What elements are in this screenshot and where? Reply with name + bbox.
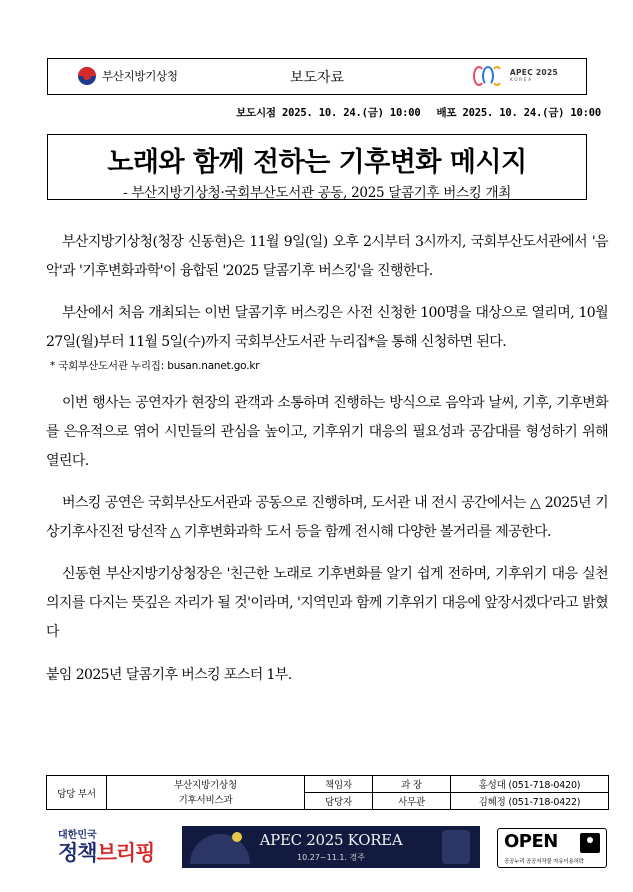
body-content xyxy=(46,228,608,690)
policy-briefing-small: 대한민국 xyxy=(58,830,97,841)
apec-logo xyxy=(473,65,558,87)
sub-title: - 부산지방기상청·국회부산도서관 공동, 2025 달콤기후 버스킹 개최 xyxy=(123,185,511,201)
open-license-text: OPEN xyxy=(504,831,558,852)
policy-briefing-text-2: 브리핑 xyxy=(96,841,155,865)
policy-briefing-logo xyxy=(58,826,154,865)
apec-logo-subtext: KOREA xyxy=(509,77,533,83)
paragraph-2: 부산에서 처음 개최되는 이번 달콤기후 버스킹은 사전 신청한 100명을 대상으로 열리며, 10월 27일(월)부터 11월 5일(수)까지 국회부산도서관 누리집*을 통해 신청하면 된다. xyxy=(46,305,608,350)
role-staff: 담당자 xyxy=(305,793,373,810)
footnote: * 국회부산도서관 누리집: busan.nanet.go.kr xyxy=(50,360,260,372)
policy-briefing-text-1: 정책 xyxy=(58,841,97,865)
release-info xyxy=(236,105,601,120)
distribution-time: 배포 2025. 10. 24.(금) 10:00 xyxy=(436,107,601,119)
paragraph-5: 신동현 부산지방기상청장은 '친근한 노래로 기후변화를 알기 쉽게 전하며, 기후위기 대응 실천 의지를 다지는 뜻깊은 자리가 될 것'이라며, '지역민과 함께 기후위기 대응에 앞장서겠다'라고 밝혔다 xyxy=(46,566,608,640)
document-type-title: 보도자료 xyxy=(289,70,345,86)
position-staff: 사무관 xyxy=(373,793,451,810)
paragraph-3: 이번 행사는 공연자가 현장의 관객과 소통하며 진행하는 방식으로 음악과 날씨, 기후, 기후변화를 은유적으로 엮어 시민들의 관심을 높이고, 기후위기 대응의 필요성과 공감대를 형성하기 위해 열린다. xyxy=(46,395,608,469)
apec-banner xyxy=(182,826,480,868)
open-license-subtext: 공공누리 공공저작물 자유이용허락 xyxy=(504,859,584,865)
apec-mark-icon xyxy=(473,65,507,87)
dept-name-line2: 기후서비스과 xyxy=(178,794,233,806)
apec-logo-text: APEC 2025 xyxy=(509,68,558,77)
paragraph-1: 부산지방기상청(청장 신동현)은 11월 9일(일) 오후 2시부터 3시까지, 국회부산도서관에서 '음악'과 '기후변화과학'이 융합된 '2025 달콤기후 버스킹'을 진행한다. xyxy=(46,234,608,279)
dept-name-line1: 부산지방기상청 xyxy=(174,779,237,791)
header-box xyxy=(47,58,587,95)
paragraph-4: 버스킹 공연은 국회부산도서관과 공동으로 진행하며, 도서관 내 전시 공간에서는 △ 2025년 기상기후사진전 당선작 △ 기후변화과학 도서 등을 함께 전시해 다양한 볼거리를 제공한다. xyxy=(46,495,608,540)
agency-name: 부산지방기상청 xyxy=(102,69,178,83)
person-staff: 김혜정 (051-718-0422) xyxy=(451,793,609,810)
dept-label: 담당 부서 xyxy=(47,776,107,810)
person-manager: 홍성대 (051-718-0420) xyxy=(451,776,609,793)
attachment-line: 붙임 2025년 달콤기후 버스킹 포스터 1부. xyxy=(46,667,292,683)
position-manager: 과 장 xyxy=(373,776,451,793)
license-person-icon xyxy=(580,833,600,853)
banner-date: 10.27~11.1. 경주 xyxy=(297,853,365,862)
release-time: 보도시점 2025. 10. 24.(금) 10:00 xyxy=(236,107,421,119)
title-box xyxy=(47,134,587,200)
dept-name xyxy=(107,776,305,810)
footer xyxy=(0,820,633,880)
role-manager: 책임자 xyxy=(305,776,373,793)
contact-table xyxy=(46,775,609,810)
open-license-logo xyxy=(497,828,607,868)
main-title: 노래와 함께 전하는 기후변화 메시지 xyxy=(107,147,527,178)
banner-title: APEC 2025 KOREA xyxy=(259,831,403,849)
